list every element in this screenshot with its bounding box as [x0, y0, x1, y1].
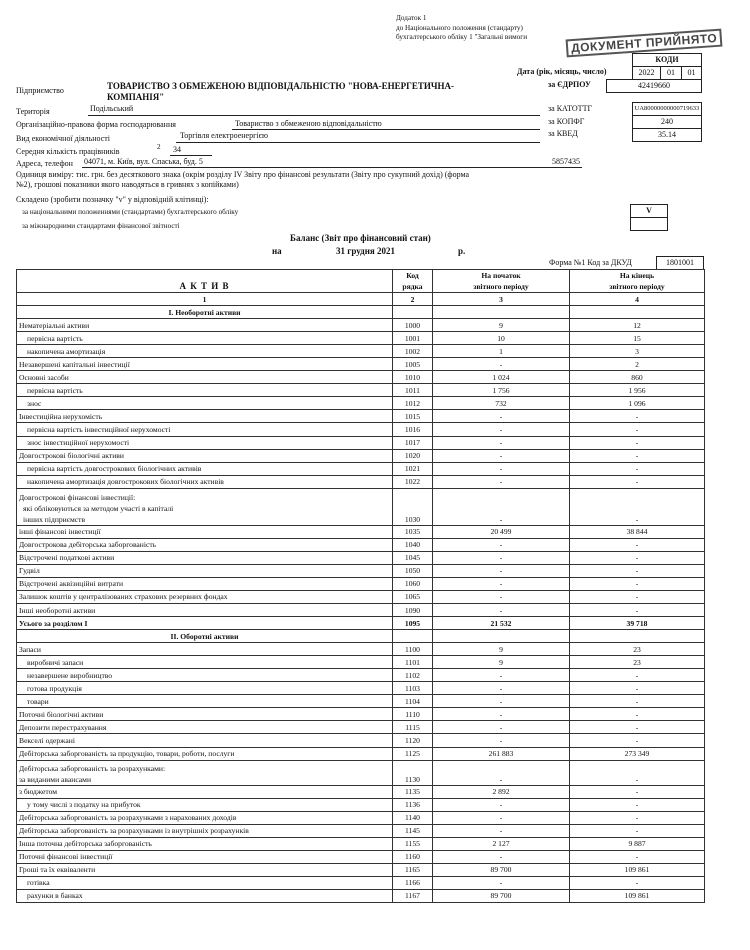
cell-start: -	[433, 538, 570, 551]
territory-underline	[88, 115, 540, 116]
cell-code: 1110	[393, 708, 433, 721]
section-1-title: I. Необоротні активи	[17, 306, 393, 319]
cell-end: -	[570, 603, 705, 616]
intl-standards-checkbox[interactable]	[630, 217, 668, 231]
cell-end: 3	[570, 345, 705, 358]
cell-end: -	[570, 785, 705, 798]
table-row	[17, 371, 705, 384]
legal-form-value: Товариство з обмеженою відповідальністю	[235, 119, 382, 128]
cell-code: 1060	[393, 577, 433, 590]
table-row	[17, 319, 705, 332]
cell-code: 1155	[393, 837, 433, 850]
table-row	[17, 876, 705, 889]
cell-label: інші фінансові інвестиції	[17, 525, 393, 538]
cell-label-line: Дебіторська заборгованість за розрахунками:	[19, 763, 166, 773]
cell-start: -	[433, 708, 570, 721]
cell-code: 1145	[393, 824, 433, 837]
cell-end: -	[570, 551, 705, 564]
cell-label: Дебіторська заборгованість за розрахунками з нарахованих доходів	[17, 811, 393, 824]
cell-end: 109 861	[570, 863, 705, 876]
cell-start: -	[433, 603, 570, 616]
cell-start: -	[433, 811, 570, 824]
cell-code: 1020	[393, 449, 433, 462]
cell-start: 9	[433, 319, 570, 332]
cell-start: 261 883	[433, 747, 570, 760]
table-row	[17, 384, 705, 397]
cell-end: -	[570, 488, 705, 525]
table-row	[17, 656, 705, 669]
cell-label: Незавершені капітальні інвестиції	[17, 358, 393, 371]
cell-code: 1002	[393, 345, 433, 358]
table-row	[17, 551, 705, 564]
cell-label	[17, 488, 393, 525]
cell-code: 1102	[393, 669, 433, 682]
cell-start: 2 127	[433, 837, 570, 850]
legal-form-label: Організаційно-правова форма господарювання	[16, 120, 176, 129]
cell-end: -	[570, 475, 705, 488]
cell-label: Запаси	[17, 643, 393, 656]
cell-code: 1100	[393, 643, 433, 656]
address-underline	[82, 167, 582, 168]
cell-code: 1050	[393, 564, 433, 577]
cell-label: готова продукція	[17, 682, 393, 695]
cell-start: -	[433, 436, 570, 449]
cell-start: -	[433, 590, 570, 603]
cell-label: Поточні біологічні активи	[17, 708, 393, 721]
kopfg-label: за КОПФГ	[548, 117, 585, 126]
cell-end: -	[570, 564, 705, 577]
header-assets: А К Т И В	[17, 270, 393, 293]
cell-end: -	[570, 824, 705, 837]
cell-label: Довгострокова дебіторська заборгованість	[17, 538, 393, 551]
cell-start: 1 756	[433, 384, 570, 397]
table-row	[17, 577, 705, 590]
col-num-2: 2	[393, 293, 433, 306]
table-row	[17, 643, 705, 656]
cell-code: 1120	[393, 734, 433, 747]
cell-code: 1167	[393, 889, 433, 902]
cell-end: -	[570, 669, 705, 682]
cell-end: 109 861	[570, 889, 705, 902]
legal-form-underline	[232, 129, 540, 130]
cell-end: 2	[570, 358, 705, 371]
cell-end: -	[570, 590, 705, 603]
cell-end: -	[570, 449, 705, 462]
header-start-line-1: На початок	[481, 271, 521, 280]
cell-label: Векселі одержані	[17, 734, 393, 747]
table-row	[17, 889, 705, 902]
cell-code: 1010	[393, 371, 433, 384]
cell-label: незавершене виробництво	[17, 669, 393, 682]
cell-end: -	[570, 436, 705, 449]
table-row	[17, 708, 705, 721]
section-title: II. Оборотні активи	[17, 630, 393, 643]
cell-code: 1166	[393, 876, 433, 889]
cell-end: 9 887	[570, 837, 705, 850]
cell-start: -	[433, 358, 570, 371]
codes-title: КОДИ	[632, 53, 702, 67]
table-row	[17, 734, 705, 747]
table-row	[17, 760, 705, 785]
date-day: 01	[681, 66, 702, 80]
cell-label: первісна вартість	[17, 384, 393, 397]
kved-label: за КВЕД	[548, 129, 578, 138]
cell-code: 1011	[393, 384, 433, 397]
edrpou-value: 42419660	[606, 79, 702, 93]
table-row	[17, 345, 705, 358]
cell-end: 1 096	[570, 397, 705, 410]
cell-start: -	[433, 488, 570, 525]
table-row	[17, 410, 705, 423]
cell-label: Відстрочені аквізиційні витрати	[17, 577, 393, 590]
activity-underline	[176, 142, 540, 143]
cell-end: -	[570, 734, 705, 747]
cell-code: 1115	[393, 721, 433, 734]
cell-label: рахунки в банках	[17, 889, 393, 902]
form-label: Форма №1 Код за ДКУД	[549, 258, 632, 267]
employees-label: Середня кількість працівників	[16, 147, 120, 156]
cell-label: первісна вартість	[17, 332, 393, 345]
cell-start: 89 700	[433, 889, 570, 902]
report-title: Баланс (Звіт про фінансовий стан)	[290, 233, 431, 243]
header-period-start	[433, 270, 570, 293]
accepted-stamp: ДОКУМЕНТ ПРИЙНЯТО	[566, 29, 723, 58]
annex-line-3: бухгалтерського обліку 1 "Загальні вимоги	[396, 33, 528, 41]
cell-start: 1 024	[433, 371, 570, 384]
table-row	[17, 682, 705, 695]
cell-start: -	[433, 551, 570, 564]
cell-end: -	[570, 682, 705, 695]
report-date-prefix: на	[272, 246, 282, 256]
table-row	[17, 332, 705, 345]
cell-start: -	[433, 423, 570, 436]
cell-code: 1001	[393, 332, 433, 345]
cell-start: -	[433, 824, 570, 837]
table-row	[17, 837, 705, 850]
cell-end: -	[570, 538, 705, 551]
cell-code: 1045	[393, 551, 433, 564]
cell-code: 1030	[393, 488, 433, 525]
annex-line-1: Додаток 1	[396, 14, 427, 22]
header-code-line-2: рядка	[402, 282, 423, 291]
cell-code: 1101	[393, 656, 433, 669]
cell-label: знос	[17, 397, 393, 410]
cell-code: 1000	[393, 319, 433, 332]
cell-start: 21 532	[433, 617, 570, 630]
report-date-suffix: р.	[458, 246, 466, 256]
cell-code: 1015	[393, 410, 433, 423]
address-label: Адреса, телефон	[16, 159, 73, 168]
cell-code: 1012	[393, 397, 433, 410]
cell-end: -	[570, 462, 705, 475]
header-start-line-2: звітного періоду	[473, 282, 529, 291]
cell-label-line: Довгострокові фінансові інвестиції:	[19, 492, 136, 502]
cell-code: 1136	[393, 798, 433, 811]
cell-label: Залишок коштів у централізованих страхових резервних фондах	[17, 590, 393, 603]
cell-start: 9	[433, 656, 570, 669]
cell-label: Гудвіл	[17, 564, 393, 577]
cell-label: Усього за розділом I	[17, 617, 393, 630]
cell-start: -	[433, 721, 570, 734]
cell-label: з бюджетом	[17, 785, 393, 798]
cell-start: -	[433, 564, 570, 577]
cell-label: Інвестиційна нерухомість	[17, 410, 393, 423]
table-row	[17, 721, 705, 734]
cell-start: 2 892	[433, 785, 570, 798]
cell-end: 860	[570, 371, 705, 384]
cell-label: Довгострокові біологічні активи	[17, 449, 393, 462]
table-row	[17, 525, 705, 538]
territory-label: Територія	[16, 107, 50, 116]
territory-value: Подільський	[90, 104, 134, 113]
kopfg-value: 240	[632, 115, 702, 129]
address-value: 04071, м. Київ, вул. Спаська, буд. 5	[84, 157, 203, 166]
cell-code: 1035	[393, 525, 433, 538]
cell-label: первісна вартість інвестиційної нерухомості	[17, 423, 393, 436]
table-row	[17, 785, 705, 798]
national-standards-checkbox[interactable]: V	[630, 204, 668, 218]
cell-code: 1130	[393, 760, 433, 785]
units-line-1: Одиниця виміру: тис. грн. без десяткового знака (окрім розділу IV Звіту про фінансові результати (Звіту про сукупний дохід) (форма	[16, 170, 470, 179]
cell-label: Основні засоби	[17, 371, 393, 384]
cell-label: Інші необоротні активи	[17, 603, 393, 616]
table-row	[17, 462, 705, 475]
katottg-label: за КАТОТТГ	[548, 104, 593, 113]
table-row	[17, 590, 705, 603]
cell-label: Дебіторська заборгованість за розрахунками із внутрішніх розрахунків	[17, 824, 393, 837]
cell-code: 1017	[393, 436, 433, 449]
cell-code: 1104	[393, 695, 433, 708]
cell-start: 10	[433, 332, 570, 345]
cell-end: -	[570, 798, 705, 811]
date-label: Дата (рік, місяць, число)	[517, 67, 607, 76]
table-row	[17, 747, 705, 760]
header-end-line-2: звітного періоду	[609, 282, 665, 291]
cell-start: -	[433, 577, 570, 590]
section-row	[17, 630, 705, 643]
table-row	[17, 538, 705, 551]
cell-label: Депозити перестрахування	[17, 721, 393, 734]
col-num-4: 4	[570, 293, 705, 306]
cell-start: -	[433, 669, 570, 682]
activity-label: Вид економічної діяльності	[16, 134, 111, 143]
employees-underline	[170, 155, 212, 156]
cell-label	[17, 760, 393, 785]
kved-value: 35.14	[632, 128, 702, 142]
cell-end: 15	[570, 332, 705, 345]
cell-label: первісна вартість довгострокових біологічних активів	[17, 462, 393, 475]
intl-standards-text: за міжнародними стандартами фінансової звітності	[22, 222, 180, 230]
header-code	[393, 270, 433, 293]
cell-start: -	[433, 876, 570, 889]
activity-value: Торгівля електроенергією	[180, 131, 268, 140]
cell-label: Дебіторська заборгованість за продукцію, товари, роботи, послуги	[17, 747, 393, 760]
table-row	[17, 850, 705, 863]
cell-label: у тому числі з податку на прибуток	[17, 798, 393, 811]
col-num-3: 3	[433, 293, 570, 306]
table-row	[17, 669, 705, 682]
cell-label: виробничі запаси	[17, 656, 393, 669]
cell-end: -	[570, 695, 705, 708]
enterprise-label: Підприємство	[16, 86, 64, 95]
cell-label: знос інвестиційної нерухомості	[17, 436, 393, 449]
form-code: 1801001	[656, 256, 704, 270]
cell-end: -	[570, 850, 705, 863]
cell-label: готівка	[17, 876, 393, 889]
enterprise-name-2: КОМПАНІЯ"	[107, 92, 165, 102]
cell-end: 39 718	[570, 617, 705, 630]
header-code-line-1: Код	[406, 271, 419, 280]
col-num-1: 1	[17, 293, 393, 306]
cell-end: -	[570, 577, 705, 590]
table-row	[17, 811, 705, 824]
cell-code: 1065	[393, 590, 433, 603]
cell-start: -	[433, 475, 570, 488]
cell-code: 1022	[393, 475, 433, 488]
cell-code: 1140	[393, 811, 433, 824]
cell-label-line: за виданими авансами	[19, 774, 92, 784]
cell-code: 1160	[393, 850, 433, 863]
cell-code: 1125	[393, 747, 433, 760]
cell-code: 1095	[393, 617, 433, 630]
cell-end: 23	[570, 656, 705, 669]
cell-label: Інша поточна дебіторська заборгованість	[17, 837, 393, 850]
enterprise-name-1: ТОВАРИСТВО З ОБМЕЖЕНОЮ ВІДПОВІДАЛЬНІСТЮ "НОВА-ЕНЕРГЕТИЧНА-	[107, 81, 455, 91]
table-row	[17, 475, 705, 488]
report-date: 31 грудня 2021	[336, 246, 396, 256]
table-row	[17, 824, 705, 837]
table-row	[17, 695, 705, 708]
balance-table	[16, 269, 705, 903]
cell-code: 1135	[393, 785, 433, 798]
table-row	[17, 564, 705, 577]
cell-code: 1165	[393, 863, 433, 876]
cell-label: накопичена амортизація	[17, 345, 393, 358]
cell-start: -	[433, 410, 570, 423]
cell-code: 1103	[393, 682, 433, 695]
cell-start: -	[433, 682, 570, 695]
table-row	[17, 358, 705, 371]
employees-note: 2	[157, 143, 161, 151]
table-row	[17, 617, 705, 630]
cell-start: -	[433, 449, 570, 462]
table-row	[17, 449, 705, 462]
cell-label: Поточні фінансові інвестиції	[17, 850, 393, 863]
cell-start: -	[433, 850, 570, 863]
national-standards-text: за національними положеннями (стандартами) бухгалтерського обліку	[22, 208, 239, 216]
cell-end: 23	[570, 643, 705, 656]
cell-code: 1090	[393, 603, 433, 616]
katottg-value: UA80000000000719633	[632, 102, 702, 116]
cell-start: 732	[433, 397, 570, 410]
cell-end: 12	[570, 319, 705, 332]
phone-value: 5857435	[552, 157, 580, 166]
cell-label: Відстрочені податкові активи	[17, 551, 393, 564]
cell-start: -	[433, 760, 570, 785]
date-year: 2022	[632, 66, 661, 80]
table-row	[17, 423, 705, 436]
cell-label-line: інших підприємств	[23, 514, 86, 524]
cell-end: -	[570, 410, 705, 423]
cell-code: 1021	[393, 462, 433, 475]
table-row	[17, 798, 705, 811]
cell-code: 1040	[393, 538, 433, 551]
cell-end: -	[570, 423, 705, 436]
cell-start: -	[433, 462, 570, 475]
units-line-2: №2), грошові показники якого наводяться в гривнях з копійками)	[16, 180, 239, 189]
cell-start: 9	[433, 643, 570, 656]
cell-end: -	[570, 811, 705, 824]
edrpou-label: за ЄДРПОУ	[548, 80, 591, 89]
cell-code: 1005	[393, 358, 433, 371]
compiled-label: Складено (зробити позначку "v" у відповідній клітинці):	[16, 195, 209, 204]
cell-end: -	[570, 876, 705, 889]
cell-label-line: які обліковуються за методом участі в капіталі	[23, 503, 174, 513]
cell-label: Нематеріальні активи	[17, 319, 393, 332]
table-row	[17, 863, 705, 876]
cell-start: 20 499	[433, 525, 570, 538]
cell-start: -	[433, 798, 570, 811]
table-row	[17, 436, 705, 449]
cell-label: Гроші та їх еквіваленти	[17, 863, 393, 876]
cell-start: -	[433, 695, 570, 708]
header-period-end	[570, 270, 705, 293]
cell-code: 1016	[393, 423, 433, 436]
table-row	[17, 488, 705, 525]
cell-end: -	[570, 760, 705, 785]
employees-value: 34	[173, 145, 181, 154]
cell-label: накопичена амортизація довгострокових біологічних активів	[17, 475, 393, 488]
date-month: 01	[660, 66, 682, 80]
annex-line-2: до Національного положення (стандарту)	[396, 24, 523, 32]
cell-end: -	[570, 708, 705, 721]
cell-end: 273 349	[570, 747, 705, 760]
cell-end: -	[570, 721, 705, 734]
cell-end: 1 956	[570, 384, 705, 397]
cell-start: 1	[433, 345, 570, 358]
table-row	[17, 397, 705, 410]
table-row	[17, 603, 705, 616]
cell-end: 38 844	[570, 525, 705, 538]
cell-start: -	[433, 734, 570, 747]
cell-label: товари	[17, 695, 393, 708]
cell-start: 89 700	[433, 863, 570, 876]
header-end-line-1: На кінець	[619, 271, 655, 280]
